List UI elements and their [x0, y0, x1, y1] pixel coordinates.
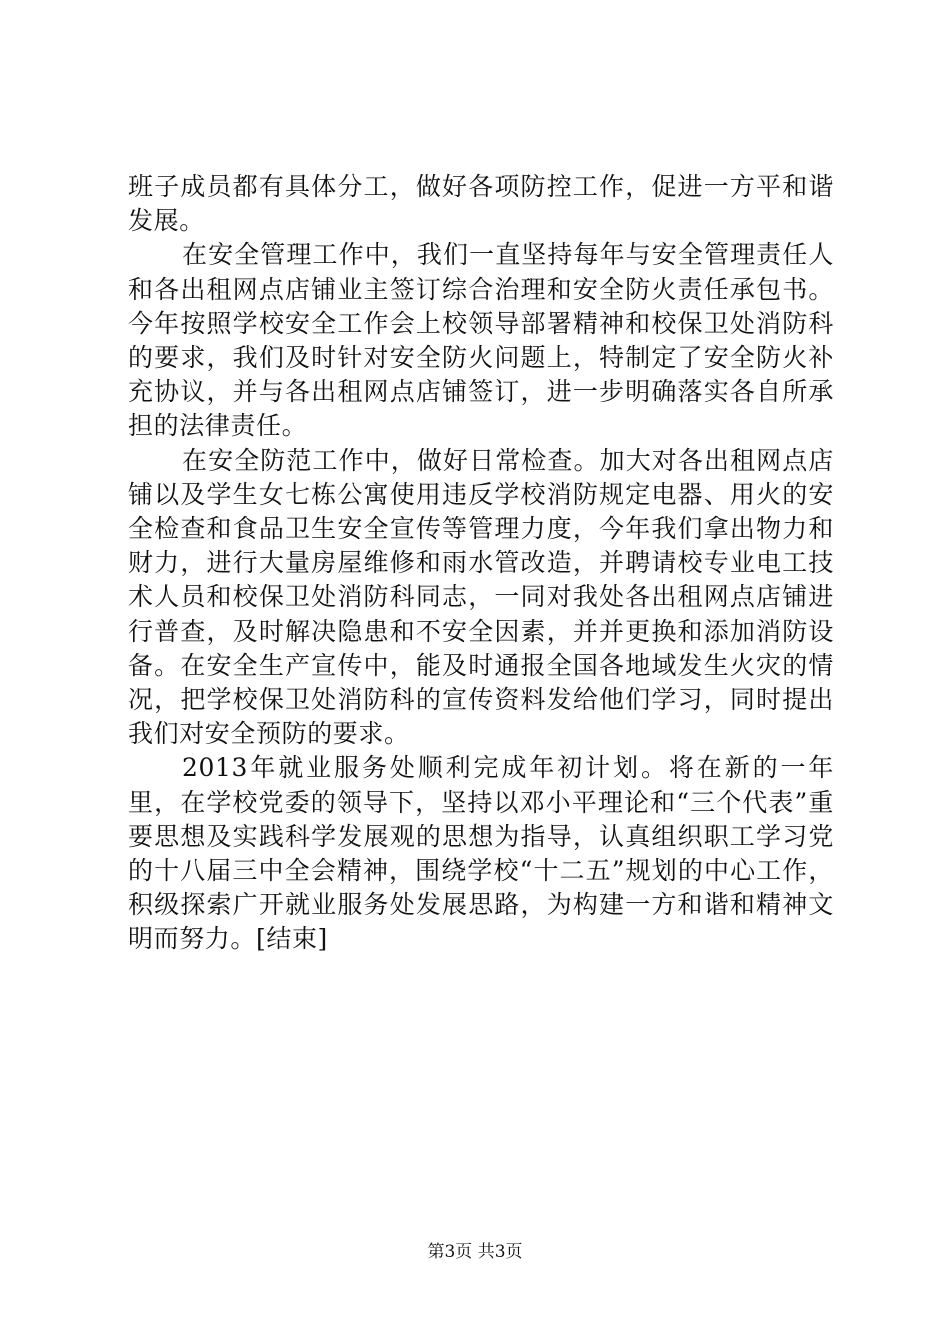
page-footer: [0, 1240, 950, 1264]
paragraph-summary: 2013年就业服务处顺利完成年初计划。将在新的一年里，在学校党委的领导下，坚持以邓小平理论和“三个代表”重要思想及实践科学发展观的思想为指导，认真组织职工学习党的十八届三中全会精神，围绕学校“十二五”规划的中心工作，积级探索广开就业服务处发展思路，为构建一方和谐和精神文明而努力。[结束]: [128, 753, 834, 954]
paragraph-safety-management: 在安全管理工作中，我们一直坚持每年与安全管理责任人和各出租网点店铺业主签订综合治理和安全防火责任承包书。今年按照学校安全工作会上校领导部署精神和校保卫处消防科的要求，我们及时针对安全防火问题上，特制定了安全防火补充协议，并与各出租网点店铺签订，进一步明确落实各自所承担的法律责任。: [128, 240, 834, 441]
page-number-label: 第3页 共3页: [427, 1242, 523, 1262]
paragraph-continued: 班子成员都有具体分工，做好各项防控工作，促进一方平和谐发展。: [128, 172, 834, 236]
document-body: [128, 170, 834, 957]
paragraph-safety-prevention: 在安全防范工作中，做好日常检查。加大对各出租网点店铺以及学生女七栋公寓使用违反学校消防规定电器、用火的安全检查和食品卫生安全宣传等管理力度，今年我们拿出物力和财力，进行大量房屋维修和雨水管改造，并聘请校专业电工技术人员和校保卫处消防科同志，一同对我处各出租网点店铺进行普查，及时解决隐患和不安全因素，并并更换和添加消防设备。在安全生产宣传中，能及时通报全国各地域发生火灾的情况，把学校保卫处消防科的宣传资料发给他们学习，同时提出我们对安全预防的要求。: [128, 445, 834, 749]
